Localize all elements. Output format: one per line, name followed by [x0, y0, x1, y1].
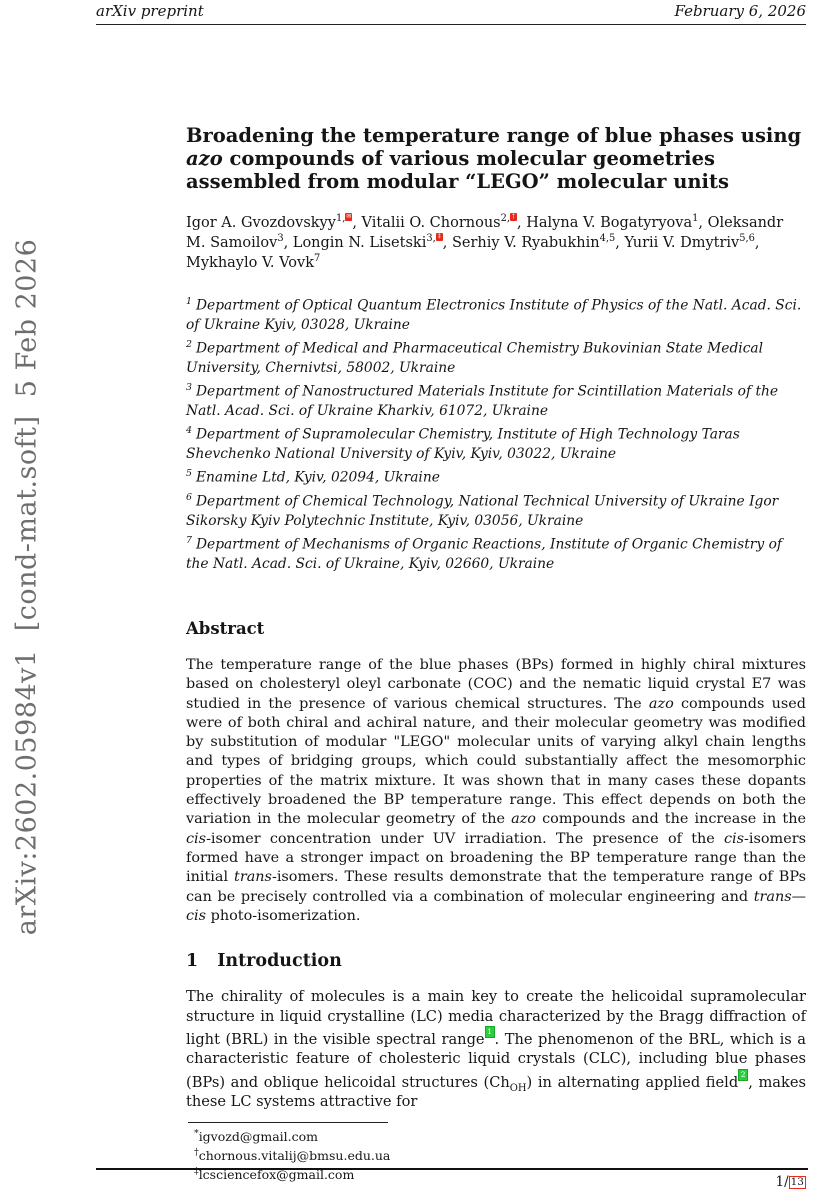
text-segment: azo: [511, 811, 536, 828]
affiliation-number: 6: [186, 491, 192, 503]
affiliation-number: 3: [186, 382, 192, 394]
page-separator: /: [784, 1174, 789, 1190]
footer-rule: [96, 1168, 808, 1170]
text-segment: , Longin N. Lisetski: [283, 235, 427, 252]
text-segment: The temperature range of the blue phases (BPs) formed in highly chiral mixtures based on cholesteryl oleyl carbonate (COC) and the nematic liquid crystal E7 was studied in the presence of various chemical structures. The: [186, 656, 806, 712]
text-segment: cis: [186, 907, 207, 924]
text-segment: , Serhiy V. Ryabukhin: [442, 235, 600, 252]
section-number: 1: [186, 951, 199, 972]
text-segment: The chirality of molecules is a main key to create the helicoidal supramolecular structure in liquid crystalline (LC) media characterized by the Bragg diffraction of light (BRL) in the visible spectral range: [186, 988, 806, 1048]
footnote-marker: †: [194, 1146, 199, 1158]
text-segment: Broadening the temperature range of blue phases using: [186, 124, 802, 147]
affiliation-number: 4: [186, 425, 192, 437]
footnote-2: [194, 1145, 806, 1164]
affiliation-number: 2: [186, 339, 192, 351]
text-segment: -isomers. These results demonstrate that the temperature range of BPs can be precisely controlled via a combination of molecular engineering and: [186, 869, 807, 905]
text-segment: 4,5: [599, 233, 616, 245]
footnote-marker: ‡: [194, 1165, 199, 1177]
paper-title: [186, 124, 806, 193]
text-segment: cis: [186, 830, 207, 847]
text-segment: ) in alternating applied field: [526, 1073, 739, 1091]
affiliation-7: [186, 531, 806, 574]
email-link-icon[interactable]: ✉: [346, 213, 352, 220]
affiliation-text: Department of Optical Quantum Electronics Institute of Physics of the Natl. Acad. Sci. of Ukraine Kyiv, 03028, Ukraine: [186, 297, 802, 333]
footnote-rule: [188, 1122, 388, 1123]
text-segment: 1: [692, 213, 699, 224]
affiliation-number: 7: [186, 534, 192, 546]
current-page-label: 1: [775, 1174, 785, 1190]
double-dagger-footnote-link[interactable]: ‡: [437, 233, 441, 241]
text-segment: —: [791, 888, 806, 905]
footnote-1: [194, 1126, 806, 1145]
citation-2-link[interactable]: 2: [738, 1069, 748, 1081]
affiliation-number: 5: [186, 468, 192, 480]
dagger-footnote-link[interactable]: †: [512, 213, 516, 220]
affiliation-text: Enamine Ltd, Kyiv, 02094, Ukraine: [195, 469, 440, 486]
citation-1-link[interactable]: 1: [485, 1026, 495, 1038]
text-segment: Igor A. Gvozdovskyy: [186, 214, 336, 231]
abstract-heading: Abstract: [186, 618, 265, 638]
affiliation-list: [186, 292, 806, 574]
text-segment: compounds of various molecular geometries assembled from modular “LEGO” molecular units: [186, 147, 729, 193]
header-left-label: arXiv preprint: [96, 2, 204, 20]
affiliation-4: [186, 421, 806, 464]
affiliation-3: [186, 378, 806, 421]
affiliation-6: [186, 488, 806, 531]
arxiv-identifier-stamp: arXiv:2602.05984v1 [cond-mat.soft] 5 Feb 2026: [11, 238, 43, 936]
footnote-email[interactable]: chornous.vitalij@bmsu.edu.ua: [198, 1147, 391, 1163]
text-segment: azo: [186, 147, 223, 170]
running-header: [96, 2, 806, 25]
affiliation-text: Department of Nanostructured Materials Institute for Scintillation Materials of the Natl. Acad. Sci. of Ukraine Kharkiv, 61072, Ukraine: [186, 383, 779, 419]
section-1-heading: [186, 951, 806, 971]
main-column: [186, 124, 806, 1183]
affiliation-number: 1: [186, 296, 192, 308]
footnote-marker: *: [194, 1127, 199, 1139]
affiliation-text: Department of Medical and Pharmaceutical Chemistry Bukovinian State Medical University, Chernivtsi, 58002, Ukraine: [186, 340, 764, 376]
text-segment: compounds used were of both chiral and achiral nature, and their molecular geometry was modified by substitution of modular "LEGO" molecular units of varying alkyl chain lengths and types of bridging groups, which could substantially affect the mesomorphic properties of the matrix mixture. It was shown that in many cases these dopants effectively broadened the BP temperature range. This effect depends on both the variation in the molecular geometry of the: [186, 695, 806, 828]
text-segment: , Yurii V. Dmytriv: [615, 235, 740, 252]
text-segment: , Vitalii O. Chornous: [352, 214, 501, 231]
text-segment: 7: [313, 252, 321, 264]
text-segment: 3,: [426, 233, 436, 245]
text-segment: compounds and the increase in the: [535, 811, 806, 828]
text-segment: , Oleksandr M. Samoilov: [186, 214, 784, 252]
text-segment: trans: [753, 888, 792, 905]
text-segment: 5,6: [739, 233, 755, 245]
section-title: Introduction: [217, 951, 342, 972]
footnote-email[interactable]: lcsciencefox@gmail.com: [198, 1166, 355, 1182]
footnote-3: [194, 1164, 806, 1183]
affiliation-text: Department of Supramolecular Chemistry, Institute of High Technology Taras Shevchenko National University of Kyiv, Kyiv, 03022, Ukraine: [186, 426, 740, 462]
affiliation-text: Department of Mechanisms of Organic Reactions, Institute of Organic Chemistry of the Natl. Acad. Sci. of Ukraine, Kyiv, 02660, Ukraine: [186, 536, 782, 572]
text-segment: -isomers formed have a stronger impact on broadening the BP temperature range than the initial: [186, 830, 806, 886]
abstract-text: [186, 656, 806, 926]
text-segment: 2,: [500, 213, 511, 224]
text-segment: photo-isomerization.: [206, 907, 361, 924]
header-date-label: February 6, 2026: [674, 2, 806, 20]
affiliation-2: [186, 335, 806, 378]
text-segment: , Halyna V. Bogatyryova: [517, 214, 693, 231]
text-segment: 3: [277, 233, 284, 245]
text-segment: -isomer concentration under UV irradiation. The presence of the: [206, 830, 724, 847]
introduction-text: [186, 987, 806, 1112]
affiliation-text: Department of Chemical Technology, National Technical University of Ukraine Igor Sikorsky Kyiv Polytechnic Institute, Kyiv, 03056, Ukraine: [186, 493, 779, 529]
text-segment: trans: [234, 869, 272, 886]
text-segment: , Mykhaylo V. Vovk: [186, 235, 760, 271]
footnote-list: [194, 1126, 806, 1183]
page-number: [775, 1174, 806, 1190]
text-segment: . The phenomenon of the BRL, which is a characteristic feature of cholesteric liquid crystals (CLC), including blue phases (BPs) and oblique helicoidal structures (Ch: [186, 1030, 806, 1091]
footnote-email[interactable]: igvozd@gmail.com: [198, 1128, 319, 1144]
text-segment: azo: [648, 695, 674, 712]
affiliation-5: [186, 464, 806, 488]
text-segment: 1,: [335, 213, 346, 224]
author-list: [186, 213, 806, 273]
text-segment: OH: [509, 1082, 527, 1094]
text-segment: cis: [723, 830, 745, 847]
text-segment: , makes these LC systems attractive for: [186, 1073, 806, 1111]
affiliation-1: [186, 292, 806, 335]
total-pages-link[interactable]: 13: [790, 1176, 804, 1188]
